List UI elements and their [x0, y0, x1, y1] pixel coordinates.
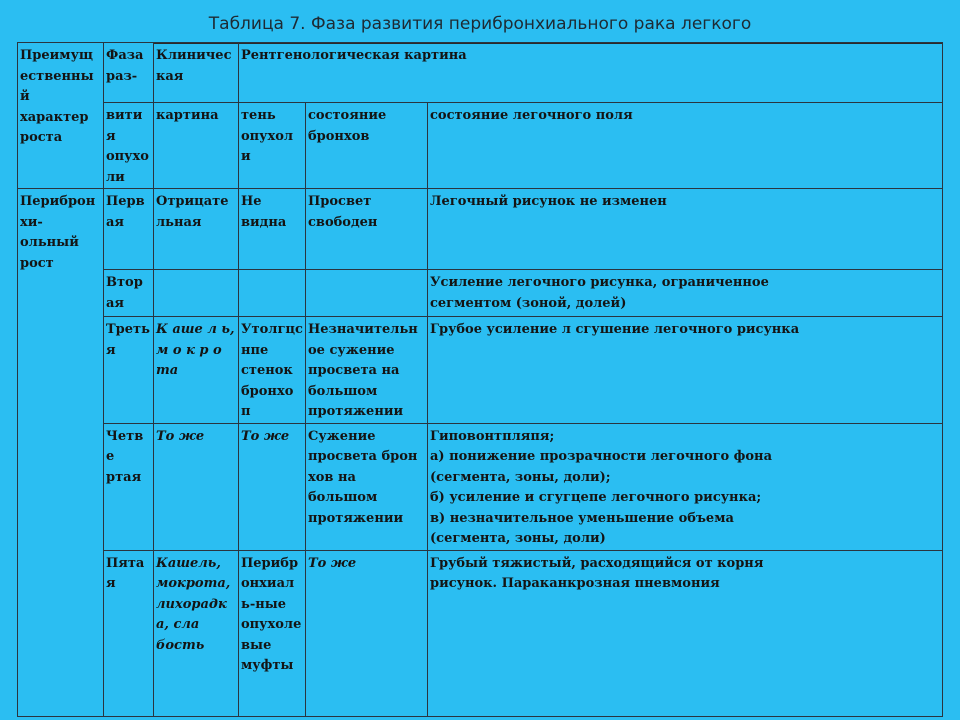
clinical-cell: Отрицате льная: [154, 189, 239, 270]
header-lung-field: состояние легочного поля: [428, 103, 943, 189]
header-bronchi: состояние бронхов: [306, 103, 428, 189]
lung-cell: Гиповонтпляпя; а) понижение прозрачности легочного фона (сегмента, зоны, доли); б) усиление и сгугцепе легочного рисунка; в) незначительное уменьшение объема (сегмента, зоны, доли): [428, 423, 943, 550]
growth-type-cell: Периброн хи- ольный рост: [18, 189, 104, 717]
header-clinical-bottom: картина: [154, 103, 239, 189]
header-phase-bottom: вития опухо ли: [104, 103, 154, 189]
clinical-cell: К аше л ь, м о к р о та: [154, 317, 239, 424]
header-growth: Преимущ ественны й характер роста: [18, 43, 104, 189]
table-row: [18, 423, 943, 550]
shadow-cell: То же: [239, 423, 306, 550]
shadow-cell: Перибр онхиал ь-ные опухоле вые муфты: [239, 550, 306, 716]
lung-cell: Грубый тяжистый, расходящийся от корня рисунок. Параканкрозная пневмония: [428, 550, 943, 716]
header-shadow: тень опухол и: [239, 103, 306, 189]
cancer-phase-table: [17, 42, 943, 717]
phase-cell: Треть я: [104, 317, 154, 424]
table-title: Таблица 7. Фаза развития перибронхиального рака легкого: [208, 14, 752, 34]
lung-cell: Легочный рисунок не изменен: [428, 189, 943, 270]
shadow-cell: [239, 270, 306, 317]
table-row: [18, 317, 943, 424]
clinical-cell: Кашель, мокрота, лихорадк а, сла бость: [154, 550, 239, 716]
clinical-cell: [154, 270, 239, 317]
phase-cell: Втор ая: [104, 270, 154, 317]
lung-cell: Грубое усиление л сгушение легочного рисунка: [428, 317, 943, 424]
lung-cell: Усиление легочного рисунка, ограниченное сегментом (зоной, долей): [428, 270, 943, 317]
shadow-cell: Не видна: [239, 189, 306, 270]
phase-cell: Четве ртая: [104, 423, 154, 550]
bronchi-cell: [306, 270, 428, 317]
header-clinical-top: Клиничес кая: [154, 43, 239, 103]
clinical-cell: То же: [154, 423, 239, 550]
phase-cell: Пята я: [104, 550, 154, 716]
bronchi-cell: Незначительн ое сужение просвета на большом протяжении: [306, 317, 428, 424]
phase-cell: Перв ая: [104, 189, 154, 270]
bronchi-cell: То же: [306, 550, 428, 716]
header-xray: Рентгенологическая картина: [239, 43, 943, 103]
bronchi-cell: Сужение просвета брон хов на большом протяжении: [306, 423, 428, 550]
table-row: [18, 189, 943, 270]
table-row: [18, 270, 943, 317]
bronchi-cell: Просвет свободен: [306, 189, 428, 270]
table-row: [18, 550, 943, 716]
header-phase-top: Фаза раз-: [104, 43, 154, 103]
shadow-cell: Утолгцс нпе стенок бронхо п: [239, 317, 306, 424]
